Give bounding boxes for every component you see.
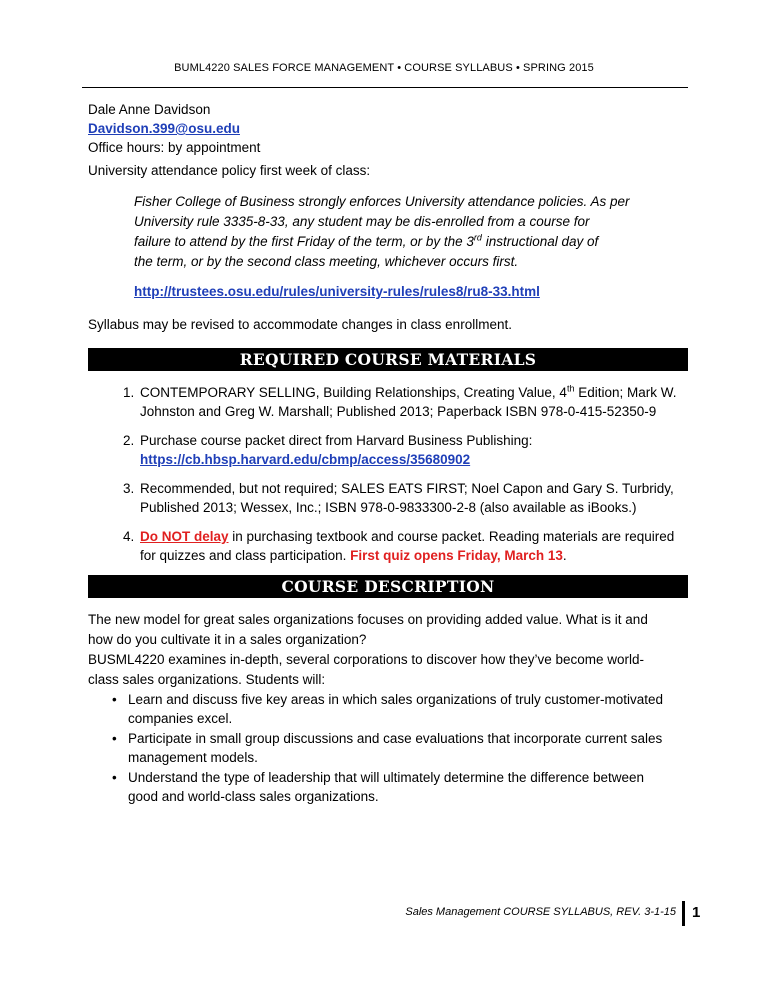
list-item: • Understand the type of leadership that will ultimately determine the difference between good and world-class sales organizations.	[112, 770, 645, 804]
attendance-policy	[134, 192, 644, 272]
page-footer	[0, 898, 768, 928]
description-bullets	[88, 690, 688, 806]
policy-line: failure to attend by the first Friday of the term, or by the 3rd instructional day of	[134, 232, 599, 249]
list-item: • Learn and discuss five key areas in which sales organizations of truly customer-motivated companies excel.	[112, 692, 664, 726]
attendance-heading: University attendance policy first week of class:	[88, 163, 371, 178]
header-separator: •	[397, 62, 402, 74]
header-term: SPRING 2015	[523, 62, 594, 74]
description-section-title: COURSE DESCRIPTION	[88, 575, 688, 598]
policy-line: Fisher College of Business strongly enforces University attendance policies. As per	[134, 194, 630, 209]
list-item: 2. Purchase course packet direct from Harvard Business Publishing: https://cb.hbsp.harvard.edu/cbmp/access/35680902	[138, 431, 688, 469]
revision-note: Syllabus may be revised to accommodate changes in class enrollment.	[88, 317, 512, 332]
header-course: BUML4220 SALES FORCE MANAGEMENT	[174, 62, 395, 74]
header-rule	[82, 87, 688, 88]
page-number: 1	[692, 904, 701, 921]
policy-line: the term, or by the second class meeting, whichever occurs first.	[134, 254, 519, 269]
instructor-name: Dale Anne Davidson	[88, 102, 211, 117]
quiz-date: First quiz opens Friday, March 13	[350, 548, 563, 563]
list-item: 3. Recommended, but not required; SALES EATS FIRST; Noel Capon and Gary S. Turbridy, Published 2013; Wessex, Inc.; ISBN 978-0-9833300-2-8 (also available as iBooks.)	[138, 479, 688, 517]
list-item: • Participate in small group discussions and case evaluations that incorporate current sales management models.	[112, 731, 663, 765]
page-content	[88, 100, 688, 807]
course-packet-link[interactable]: https://cb.hbsp.harvard.edu/cbmp/access/35680902	[140, 452, 471, 467]
footer-text: Sales Management COURSE SYLLABUS, REV. 3-1-15	[405, 906, 676, 918]
materials-list	[88, 383, 688, 565]
instructor-email-link[interactable]: Davidson.399@osu.edu	[88, 121, 240, 136]
description-text: The new model for great sales organizations focuses on providing added value. What is it and how do you cultivate it in a sales organization? BUSML4220 examines in-depth, several corporations to discover how they’ve become world- class sales organizations. Students will:	[88, 612, 648, 687]
footer-divider	[682, 901, 685, 926]
header-doc: COURSE SYLLABUS	[404, 62, 513, 74]
header-separator: •	[515, 62, 520, 74]
office-hours: Office hours: by appointment	[88, 140, 261, 155]
policy-line: University rule 3335-8-33, any student may be dis-enrolled from a course for	[134, 214, 590, 229]
warning-text: Do NOT delay	[140, 529, 229, 544]
attendance-rule-link[interactable]: http://trustees.osu.edu/rules/university-rules/rules8/ru8-33.html	[134, 284, 540, 299]
list-item: 4. Do NOT delay in purchasing textbook and course packet. Reading materials are required for quizzes and class participation. First quiz opens Friday, March 13.	[138, 527, 688, 565]
materials-section-title: REQUIRED COURSE MATERIALS	[88, 348, 688, 371]
list-item: 1. CONTEMPORARY SELLING, Building Relationships, Creating Value, 4th Edition; Mark W. Johnston and Greg W. Marshall; Published 2013; Paperback ISBN 978-0-415-52350-9	[138, 383, 688, 421]
page-header	[0, 62, 768, 74]
